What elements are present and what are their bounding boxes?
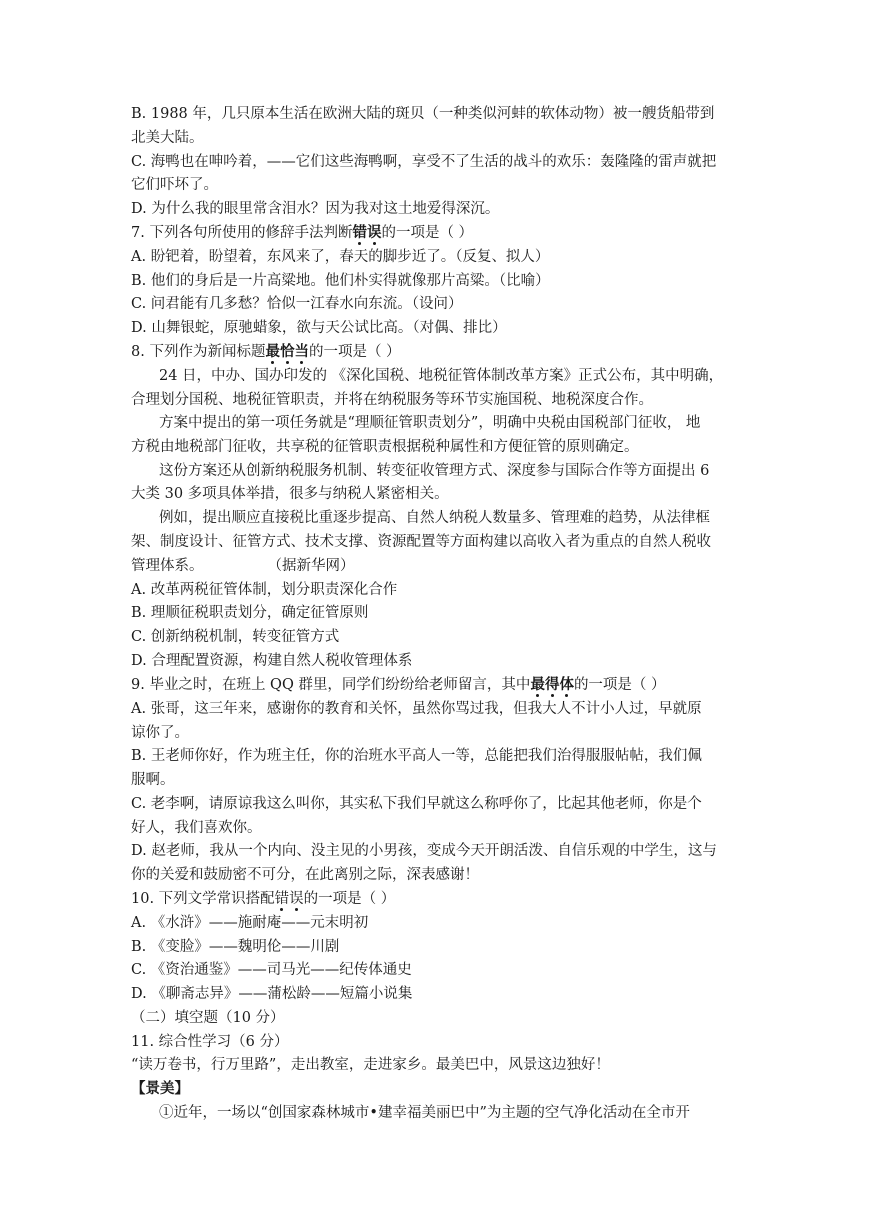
q8-passage-p3-line1: 这份方案还从创新纳税服务机制、转变征收管理方式、深度参与国际合作等方面提出 6: [159, 463, 710, 479]
q9-stem: [131, 675, 741, 695]
q9-option-a-line2: 谅你了。: [131, 725, 189, 741]
q9-option-c-line2: 好人，我们喜欢你。: [131, 820, 262, 836]
q8-passage-p4-text: 管理体系。: [131, 558, 204, 574]
q9-option-b-line2: 服啊。: [131, 772, 175, 788]
q8-option-c: C. 创新纳税机制，转变征管方式: [131, 629, 340, 645]
q11-subheading-jingmei: 【景美】: [131, 1080, 189, 1097]
q9-option-a-line1: A. 张哥，这三年来，感谢你的教育和关怀，虽然你骂过我，但我大人不计小人过，早就原: [131, 701, 702, 717]
q9-emphasis-char-2: 得: [544, 676, 560, 693]
q10-emphasis-char-1: 错: [274, 891, 290, 907]
q9-stem-pre: 9. 毕业之时，在班上 QQ 群里，同学们纷纷给老师留言，其中: [131, 677, 531, 693]
q7-option-c: C. 问君能有几多愁？恰似一江春水向东流。（设问）: [131, 296, 463, 312]
q9-option-d-line1: D. 赵老师，我从一个内向、没主见的小男孩，变成今天开朗活泼、自信乐观的中学生，这与: [131, 843, 717, 859]
q10-stem: [131, 889, 741, 909]
q11-item-1: ①近年，一场以“创国家森林城市•建幸福美丽巴中”为主题的空气净化活动在全市开: [159, 1105, 690, 1121]
q8-emphasis-char-2: 恰: [279, 343, 295, 360]
q10-emphasis-char-2: 误: [289, 891, 304, 907]
q7-stem: [131, 223, 741, 243]
q10-option-c: C. 《资治通鉴》——司马光——纪传体通史: [131, 962, 412, 978]
q7-option-d: D. 山舞银蛇，原驰蜡象，欲与天公试比高。（对偶、排比）: [131, 320, 507, 336]
q8-option-b: B. 理顺征税职责划分，确定征管原则: [131, 605, 369, 621]
q8-passage-p4-line1: 例如，提出顺应直接税比重逐步提高、自然人纳税人数量多、管理难的趋势，从法律框: [159, 510, 710, 526]
q6-option-d: D. 为什么我的眼里常含泪水？因为我对这土地爱得深沉。: [131, 201, 500, 217]
q9-option-c-line1: C. 老李啊，请原谅我这么叫你，其实私下我们早就这么称呼你了，比起其他老师，你是个: [131, 796, 702, 812]
q8-stem: [131, 342, 741, 362]
section-2-title: （二）填空题（10 分）: [131, 1010, 285, 1026]
q8-stem-pre: 8. 下列作为新闻标题: [131, 344, 266, 360]
q7-emphasis-char-1: 错: [352, 224, 367, 241]
q8-passage-p3-line2: 大类 30 多项具体举措，很多与纳税人紧密相关。: [131, 486, 449, 502]
q10-stem-post: 的一项是（ ）: [303, 891, 396, 907]
q9-option-d-line2: 你的关爱和鼓励密不可分，在此离别之际，深表感谢！: [131, 867, 479, 883]
q7-stem-post: 的一项是（ ）: [381, 225, 474, 241]
q8-option-a: A. 改革两税征管体制，划分职责深化合作: [131, 582, 398, 598]
q8-passage-p2-line1: 方案中提出的第一项任务就是“理顺征管职责划分”，明确中央税由国税部门征收， 地: [159, 415, 701, 431]
q7-option-a: A. 盼钯着，盼望着，东风来了，春天的脚步近了。（反复、拟人）: [131, 249, 550, 265]
q10-option-d: D. 《聊斋志异》——蒲松龄——短篇小说集: [131, 986, 413, 1002]
q10-stem-pre: 10. 下列文学常识搭配: [131, 891, 275, 907]
q11-intro: “读万卷书，行万里路”，走出教室，走进家乡。最美巴中，风景这边独好！: [131, 1057, 610, 1073]
q6-option-c-line1: C. 海鸭也在呻吟着，——它们这些海鸭啊，享受不了生活的战斗的欢乐：轰隆隆的雷声就把: [131, 154, 717, 170]
q11-title: 11. 综合性学习（6 分）: [131, 1034, 289, 1050]
q9-stem-post: 的一项是（ ）: [573, 677, 666, 693]
q8-passage-p2-line2: 方税由地税部门征收，共享税的征管职责根据税种属性和方便征管的原则确定。: [131, 439, 639, 455]
q8-option-d: D. 合理配置资源，构建自然人税收管理体系: [131, 653, 413, 669]
q8-emphasis-char-3: 当: [294, 343, 309, 360]
q8-emphasis-char-1: 最: [265, 343, 280, 360]
q9-emphasis-char-1: 最: [530, 676, 545, 693]
q6-option-c-line2: 它们吓坏了。: [131, 177, 218, 193]
q8-stem-post: 的一项是（ ）: [308, 344, 401, 360]
q8-passage-p4-line2: 架、制度设计、征管方式、技术支撑、资源配置等方面构建以高收入者为重点的自然人税收: [131, 534, 711, 550]
q8-passage-p4-line3: [131, 556, 741, 576]
q10-option-b: B. 《变脸》——魏明伦——川剧: [131, 939, 340, 955]
q6-option-b-line1: B. 1988 年，几只原本生活在欧洲大陆的斑贝（一种类似河蚌的软体动物）被一艘货船带到: [131, 106, 715, 122]
q7-option-b: B. 他们的身后是一片高粱地。他们朴实得就像那片高粱。（比喻）: [131, 273, 550, 289]
q9-emphasis-char-3: 体: [559, 676, 574, 693]
q7-emphasis-char-2: 误: [366, 224, 382, 241]
q8-passage-source: （据新华网）: [267, 558, 355, 574]
q9-option-b-line1: B. 王老师你好，作为班主任，你的治班水平高人一等，总能把我们治得服服帖帖，我们佩: [131, 748, 702, 764]
q8-passage-p1-line2: 合理划分国税、地税征管职责，并将在纳税服务等环节实施国税、地税深度合作。: [131, 392, 653, 408]
q7-stem-pre: 7. 下列各句所使用的修辞手法判断: [131, 225, 353, 241]
q10-option-a: A. 《水浒》——施耐庵——元末明初: [131, 915, 369, 931]
q6-option-b-line2: 北美大陆。: [131, 130, 204, 146]
q8-passage-p1-line1: 24 日，中办、国办印发的 《深化国税、地税征管体制改革方案》正式公布，其中明确，: [159, 368, 724, 384]
